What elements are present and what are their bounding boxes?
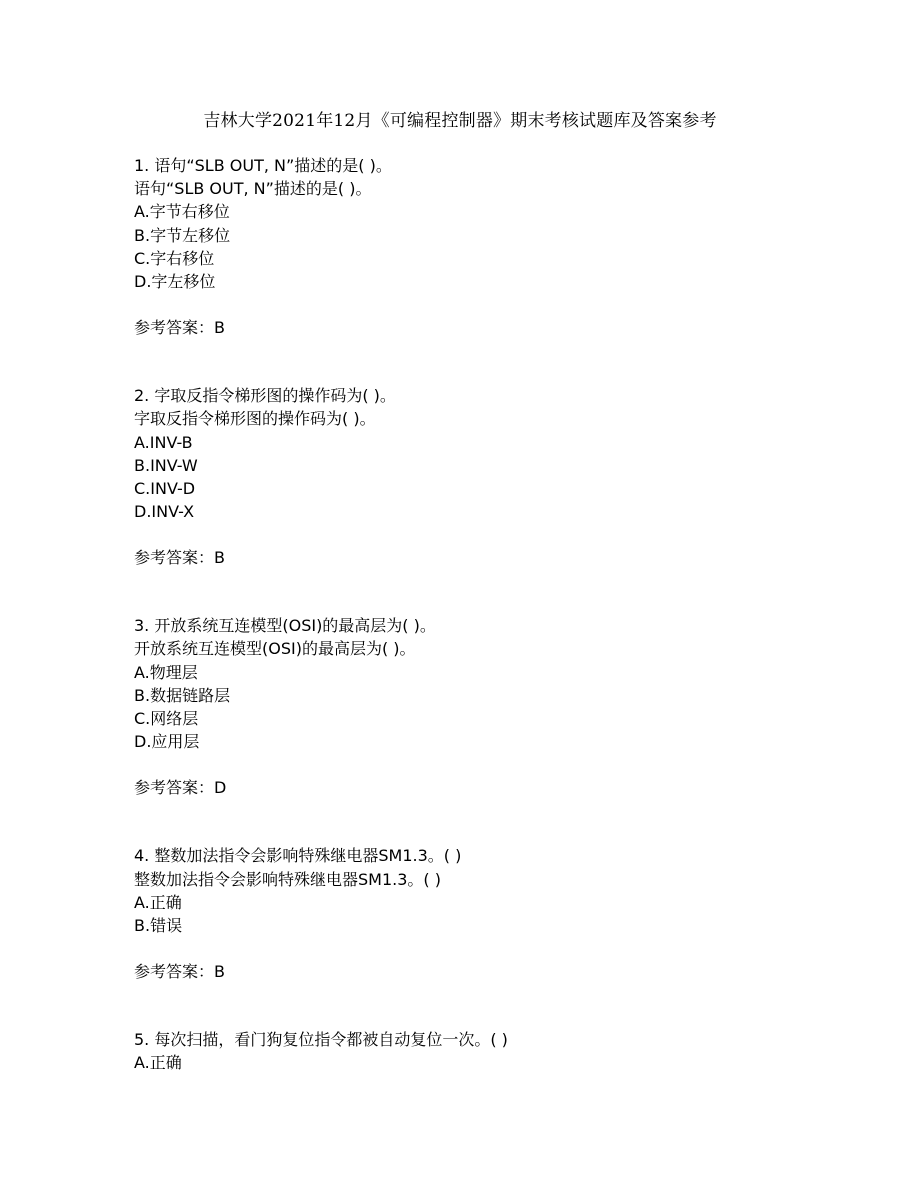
- question-4: [134, 844, 834, 983]
- question-heading: 3. 开放系统互连模型(OSI)的最高层为( )。: [134, 616, 436, 636]
- question-stem: 开放系统互连模型(OSI)的最高层为( )。: [134, 639, 416, 659]
- question-stem: 整数加法指令会影响特殊继电器SM1.3。( ): [134, 869, 441, 889]
- option-c: C.字右移位: [134, 248, 215, 268]
- reference-answer: 参考答案：B: [134, 318, 225, 338]
- option-c: C.网络层: [134, 709, 199, 728]
- question-stem: 字取反指令梯形图的操作码为( )。: [134, 409, 376, 429]
- option-b: B.数据链路层: [134, 685, 231, 705]
- question-heading: 4. 整数加法指令会影响特殊继电器SM1.3。( ): [134, 846, 462, 866]
- question-2: [134, 384, 834, 569]
- option-a: A.正确: [134, 1053, 182, 1073]
- question-heading: 1. 语句“SLB OUT, N”描述的是( )。: [134, 156, 392, 175]
- reference-answer: 参考答案：B: [134, 962, 225, 982]
- question-5: [134, 1028, 834, 1074]
- question-list: [134, 154, 834, 1075]
- question-heading: 2. 字取反指令梯形图的操作码为( )。: [134, 386, 396, 406]
- option-c: C.INV-D: [134, 478, 196, 498]
- reference-answer: 参考答案：D: [134, 778, 227, 798]
- option-a: A.物理层: [134, 662, 198, 682]
- option-b: B.INV-W: [134, 455, 198, 475]
- option-a: A.正确: [134, 892, 182, 912]
- option-a: A.INV-B: [134, 432, 193, 452]
- question-stem: 语句“SLB OUT, N”描述的是( )。: [134, 179, 372, 199]
- reference-answer: 参考答案：B: [134, 548, 225, 568]
- document-title: 吉林大学2021年12月《可编程控制器》期末考核试题库及答案参考: [203, 111, 717, 131]
- option-d: D.字左移位: [134, 271, 216, 291]
- question-1: [134, 154, 834, 339]
- question-heading: 5. 每次扫描，看门狗复位指令都被自动复位一次。( ): [134, 1030, 508, 1050]
- option-a: A.字节右移位: [134, 202, 230, 222]
- option-b: B.字节左移位: [134, 225, 231, 245]
- option-d: D.INV-X: [134, 502, 195, 522]
- option-b: B.错误: [134, 915, 183, 935]
- option-d: D.应用层: [134, 732, 200, 752]
- question-3: [134, 614, 834, 799]
